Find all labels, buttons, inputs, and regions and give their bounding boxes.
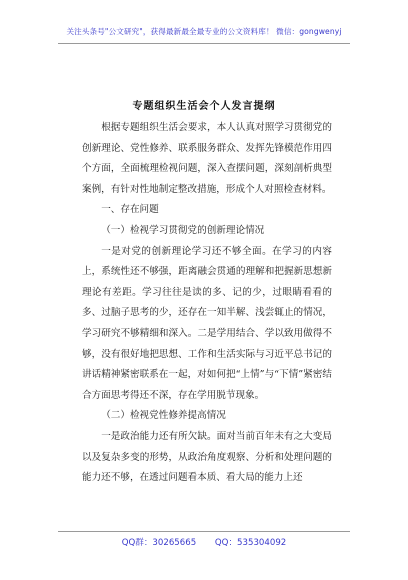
footer-contacts xyxy=(0,536,408,548)
document-title: 专题组织生活会个人发言提纲 xyxy=(132,101,276,112)
section-heading: 一、存在问题 xyxy=(101,204,159,216)
document-body xyxy=(82,118,332,489)
header-note: 关注头条号"公文研究"，获得最新最全最专业的公文资料库！ 微信：gongwenyj xyxy=(66,27,342,36)
header-divider xyxy=(58,43,350,44)
intro-paragraph: 根据专题组织生活会要求，本人认真对照学习贯彻党的创新理论、党性修养、联系服务群众、发挥先锋模范作用四个方面，全面梳理检视问题，深入查摆问题，深刻剖析典型案例，有针对性地制定整改措施，形成个人对照检查材料。 xyxy=(82,122,332,195)
subsection-heading: （二）检视党性修养提高情况 xyxy=(101,410,226,422)
body-paragraph: 一是对党的创新理论学习还不够全面。在学习的内容上，系统性还不够强，距离融会贯通的理解和把握新思想新理论有差距。学习往往是读的多、记的少，过眼睛看看的多、过脑子思考的少，还存在一知半解、浅尝辄止的情况，学习研究不够精细和深入。二是学用结合、学以致用做得不够，没有很好地把思想、工作和生活实际与习近平总书记的讲话精神紧密联系在一起，对如何把“上情”与“下情”紧密结合方面思考得还不深，存在学用脱节现象。 xyxy=(82,245,332,401)
subsection-heading: （一）检视学习贯彻党的创新理论情况 xyxy=(101,224,265,236)
footer-qq: QQ：535304092 xyxy=(214,538,287,548)
body-paragraph: 一是政治能力还有所欠缺。面对当前百年未有之大变局以及复杂多变的形势，从政治角度观察、分析和处理问题的能力还不够，在透过问题看本质、看大局的能力上还 xyxy=(82,430,332,484)
footer-divider xyxy=(58,531,350,532)
footer-qq-group: QQ群：30265665 xyxy=(121,538,197,548)
